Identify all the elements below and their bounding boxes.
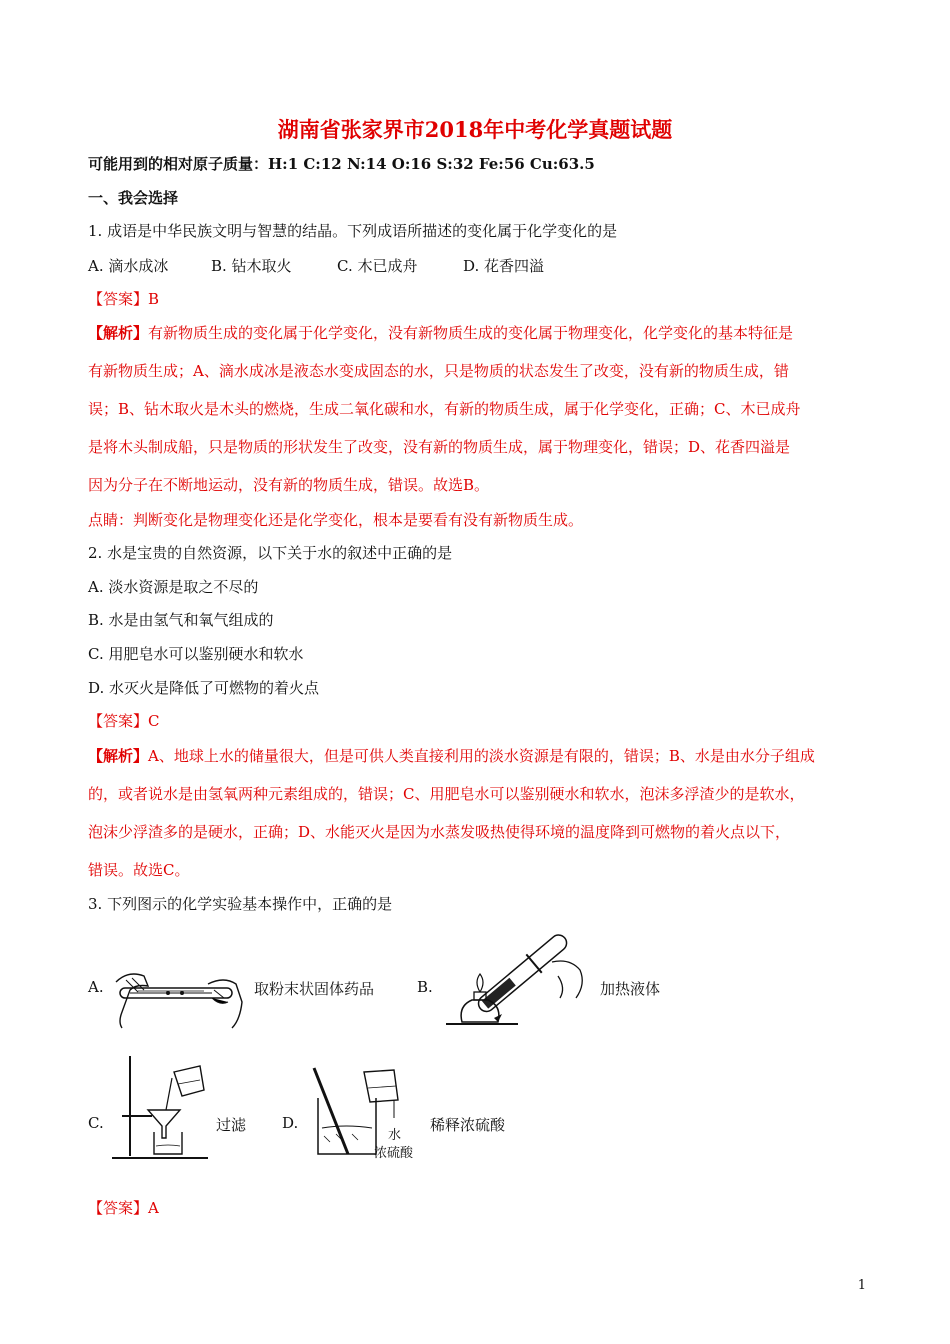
q3-option-a-letter: A.	[88, 978, 104, 996]
page-number: 1	[857, 1278, 866, 1293]
q1-option-d: D. 花香四溢	[463, 257, 545, 275]
q3-option-c-letter: C.	[88, 1114, 104, 1132]
q2-analysis-line-4: 错误。故选C。	[88, 861, 190, 879]
q2-analysis-line-3: 泡沫少浮渣多的是硬水，正确；D、水能灭火是因为水蒸发吸热使得环境的温度降到可燃物的着火点以下，	[88, 823, 791, 841]
q3-option-b-label: 加热液体	[600, 980, 661, 998]
q2-answer: 【答案】C	[88, 712, 160, 730]
document-title: 湖南省张家界市2018年中考化学真题试题	[277, 117, 673, 142]
q2-stem: 2. 水是宝贵的自然资源，以下关于水的叙述中正确的是	[88, 544, 453, 562]
q1-analysis-line-5: 因为分子在不断地运动，没有新的物质生成，错误。故选B。	[88, 476, 490, 494]
q2-option-d: D. 水灭火是降低了可燃物的着火点	[88, 679, 320, 697]
q2-analysis-tag: 【解析】	[88, 747, 149, 765]
q1-answer: 【答案】B	[88, 290, 160, 308]
q1-option-b: B. 钻木取火	[211, 257, 292, 275]
figure-d-acid-label: 浓硫酸	[374, 1146, 414, 1161]
section-heading: 一、我会选择	[88, 189, 179, 207]
q2-analysis-line-1: 【解析】A、地球上水的储量很大，但是可供人类直接利用的淡水资源是有限的，错误；B、水是由水分子组成	[88, 747, 815, 765]
q1-option-c: C. 木已成舟	[337, 257, 418, 275]
q3-option-d-label: 稀释浓硫酸	[430, 1116, 506, 1134]
q3-option-c-label: 过滤	[216, 1116, 247, 1134]
filtration-figure	[108, 1052, 212, 1164]
q3-option-d-letter: D.	[282, 1114, 299, 1132]
q2-analysis-line-2: 的，或者说水是由氢氧两种元素组成的，错误；C、用肥皂水可以鉴别硬水和软水，泡沫多浮渣少的是软水，	[88, 785, 805, 803]
powder-transfer-figure	[108, 962, 248, 1032]
q1-tip: 点睛：判断变化是物理变化还是化学变化，根本是要看有没有新物质生成。	[88, 511, 584, 529]
heating-liquid-figure	[440, 918, 600, 1048]
q1-analysis-line-2: 有新物质生成；A、滴水成冰是液态水变成固态的水，只是物质的状态发生了改变，没有新的物质生成，错	[88, 362, 789, 380]
q3-answer: 【答案】A	[88, 1199, 159, 1217]
q2-option-b: B. 水是由氢气和氧气组成的	[88, 611, 274, 629]
q1-analysis-line-4: 是将木头制成船，只是物质的形状发生了改变，没有新的物质生成，属于物理变化，错误；D、花香四溢是	[88, 438, 791, 456]
q2-option-a: A. 淡水资源是取之不尽的	[88, 578, 259, 596]
q1-analysis-tag: 【解析】	[88, 324, 149, 342]
q1-analysis-line-1: 【解析】有新物质生成的变化属于化学变化，没有新物质生成的变化属于物理变化，化学变化的基本特征是	[88, 324, 794, 342]
q2-option-c: C. 用肥皂水可以鉴别硬水和软水	[88, 645, 304, 663]
q3-option-a-label: 取粉末状固体药品	[254, 980, 375, 998]
q1-stem: 1. 成语是中华民族文明与智慧的结晶。下列成语所描述的变化属于化学变化的是	[88, 222, 618, 240]
atomic-masses: 可能用到的相对原子质量：H:1 C:12 N:14 O:16 S:32 Fe:56 Cu:63.5	[88, 155, 595, 173]
q1-option-a: A. 滴水成冰	[88, 257, 169, 275]
figure-d-water-label: 水	[388, 1128, 402, 1143]
q3-stem: 3. 下列图示的化学实验基本操作中，正确的是	[88, 895, 393, 913]
q3-option-b-letter: B.	[417, 978, 433, 996]
q1-analysis-line-3: 误；B、钻木取火是木头的燃烧，生成二氧化碳和水，有新的物质生成，属于化学变化，正确；C、木已成舟	[88, 400, 801, 418]
